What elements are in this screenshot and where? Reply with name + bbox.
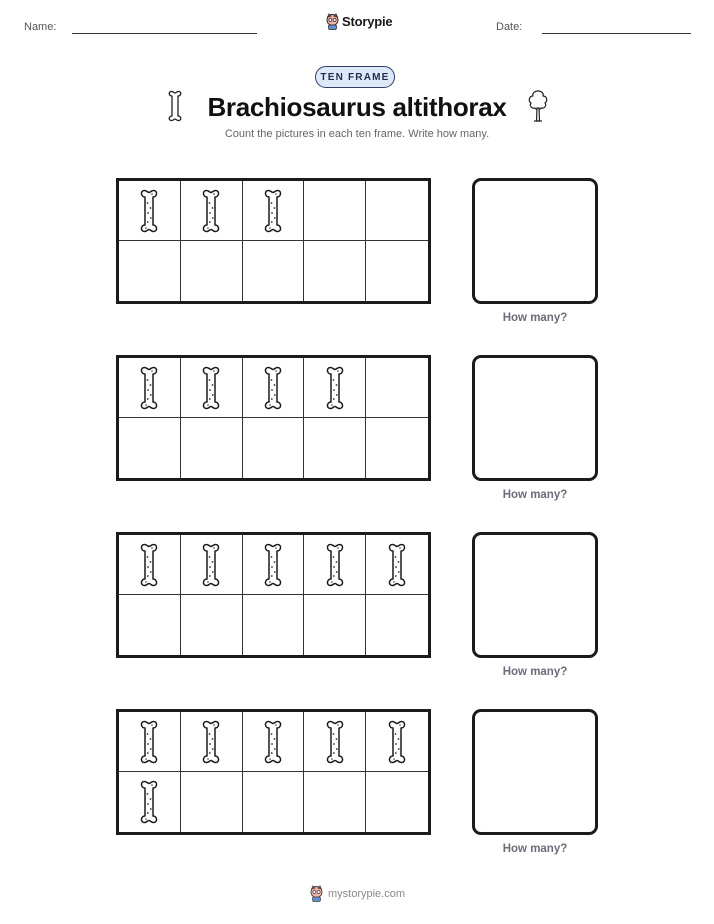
ten-frame-cell [366,595,428,655]
ten-frame-cell [366,358,428,418]
ten-frame-cell [181,241,243,301]
ten-frame-cell [304,595,366,655]
bone-icon [324,543,346,587]
ten-frame-cell [119,358,181,418]
ten-frame-cell [181,595,243,655]
name-line[interactable] [72,33,257,34]
tree-icon [526,89,550,123]
brand-logo [325,13,392,30]
instructions: Count the pictures in each ten frame. Write how many. [224,128,490,140]
ten-frame-cell [366,535,428,595]
page-title: Brachiosaurus altithorax [207,92,507,122]
date-line[interactable] [542,33,691,34]
ten-frame-cell [181,772,243,832]
ten-frame-cell [366,181,428,241]
bone-icon [386,543,408,587]
bone-icon [262,366,284,410]
ten-frame [116,355,431,481]
ten-frame-cell [304,181,366,241]
answer-box[interactable] [472,355,598,481]
bone-icon [138,366,160,410]
ten-frame [116,532,431,658]
storypie-mascot-icon [309,885,324,902]
ten-frame-cell [366,418,428,478]
ten-frame-cell [243,595,305,655]
ten-frame [116,709,431,835]
ten-frame-cell [243,241,305,301]
bone-icon [138,189,160,233]
footer-url: mystorypie.com [327,887,406,900]
bone-icon [200,366,222,410]
ten-frame-cell [181,418,243,478]
bone-icon [262,720,284,764]
footer [0,885,714,902]
ten-frame-cell [119,181,181,241]
answer-box[interactable] [472,709,598,835]
answer-box[interactable] [472,178,598,304]
worksheet-type-badge: TEN FRAME [315,66,395,88]
ten-frame-cell [119,712,181,772]
bone-icon [200,189,222,233]
bone-icon [324,366,346,410]
ten-frame-cell [119,535,181,595]
ten-frame-cell [181,712,243,772]
ten-frame-cell [119,418,181,478]
ten-frame-cell [304,535,366,595]
ten-frame-cell [304,418,366,478]
ten-frame-cell [243,772,305,832]
ten-frame-cell [243,535,305,595]
answer-box[interactable] [472,532,598,658]
bone-icon [262,543,284,587]
ten-frame-cell [243,181,305,241]
ten-frame-cell [119,595,181,655]
ten-frame-cell [366,772,428,832]
ten-frame-cell [181,535,243,595]
bone-icon [138,543,160,587]
ten-frame [116,178,431,304]
bone-icon [324,720,346,764]
how-many-label: How many? [502,312,568,324]
date-label: Date: [496,21,523,33]
ten-frame-cell [119,772,181,832]
bone-icon [138,720,160,764]
ten-frame-cell [181,181,243,241]
brand-name: Storypie [342,14,393,29]
bone-icon [138,780,160,824]
how-many-label: How many? [502,843,568,855]
ten-frame-cell [243,712,305,772]
how-many-label: How many? [502,489,568,501]
ten-frame-cell [304,772,366,832]
ten-frame-cell [119,241,181,301]
ten-frame-cell [243,418,305,478]
bone-icon [262,189,284,233]
storypie-mascot-icon [325,13,340,30]
ten-frame-cell [366,712,428,772]
name-label: Name: [24,21,57,33]
ten-frame-cell [304,241,366,301]
bone-icon [200,720,222,764]
how-many-label: How many? [502,666,568,678]
ten-frame-cell [181,358,243,418]
bone-icon [386,720,408,764]
ten-frame-cell [304,712,366,772]
bone-icon [200,543,222,587]
ten-frame-cell [243,358,305,418]
ten-frame-cell [366,241,428,301]
ten-frame-cell [304,358,366,418]
